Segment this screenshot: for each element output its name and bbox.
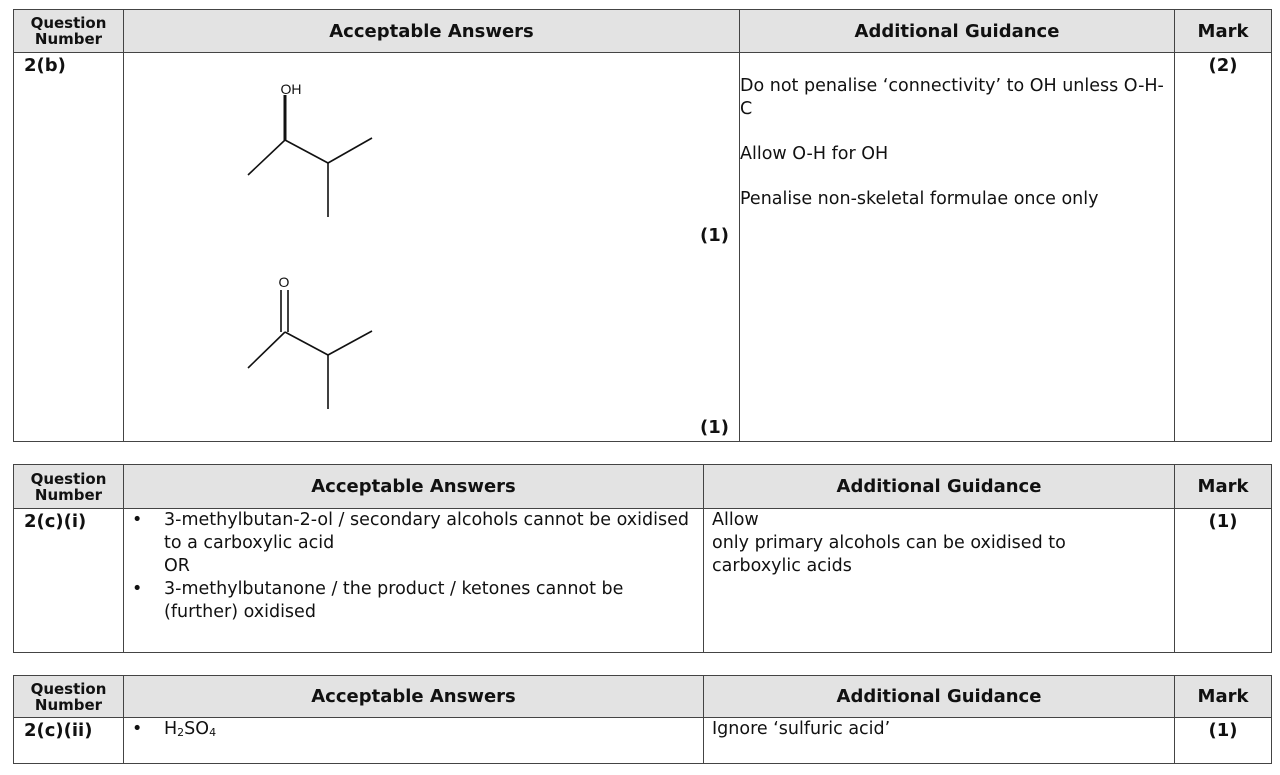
- additional-guidance-cell: [740, 53, 1175, 442]
- answer-or: OR: [164, 556, 190, 576]
- part-mark-1: (1): [700, 225, 729, 246]
- answer-bullet: • 3-methylbutan-2-ol / secondary alcohols cannot be oxidised to a carboxylic acid: [124, 509, 689, 555]
- part-mark-2: (1): [700, 417, 729, 438]
- guidance-line: Ignore ‘sulfuric acid’: [712, 719, 891, 739]
- skeletal-structures: [124, 53, 740, 442]
- mark-value: (2): [1175, 53, 1272, 442]
- answer-formula: • $H_2SO_4$: [124, 718, 703, 741]
- question-number: 2(b): [14, 53, 124, 442]
- guidance-line: only primary alcohols can be oxidised to carboxylic acids: [712, 533, 1066, 576]
- mark-header: Mark: [1175, 465, 1272, 509]
- acceptable-answers-header: Acceptable Answers: [124, 10, 740, 53]
- answer-bullet: • 3-methylbutanone / the product / ketones cannot be (further) oxidised: [124, 578, 689, 624]
- mark-value: (1): [1175, 718, 1272, 764]
- acceptable-answers-header: Acceptable Answers: [124, 676, 704, 718]
- additional-guidance-header: Additional Guidance: [704, 465, 1175, 509]
- mark-value: (1): [1175, 509, 1272, 653]
- acceptable-answers-cell: [124, 509, 704, 653]
- question-number: 2(c)(i): [14, 509, 124, 653]
- acceptable-answers-cell: [124, 53, 740, 442]
- o-label: O: [278, 274, 290, 290]
- guidance-line: Penalise non-skeletal formulae once only: [740, 189, 1099, 209]
- question-number: 2(c)(ii): [14, 718, 124, 764]
- question-number-header: Question Number: [14, 676, 124, 718]
- mark-header: Mark: [1175, 10, 1272, 53]
- mark-scheme-table-2ci: [13, 464, 1272, 653]
- guidance-line: Allow O-H for OH: [740, 144, 889, 164]
- oh-label: OH: [280, 81, 302, 97]
- acceptable-answers-header: Acceptable Answers: [124, 465, 704, 509]
- additional-guidance-cell: [704, 718, 1175, 764]
- mark-header: Mark: [1175, 676, 1272, 718]
- additional-guidance-header: Additional Guidance: [704, 676, 1175, 718]
- mark-scheme-table-2b: [13, 9, 1272, 442]
- question-number-header: Question Number: [14, 465, 124, 509]
- guidance-line: Do not penalise ‘connectivity’ to OH unless O-H-C: [740, 76, 1164, 119]
- acceptable-answers-cell: [124, 718, 704, 764]
- question-number-header: Question Number: [14, 10, 124, 53]
- guidance-line: Allow: [712, 510, 759, 530]
- additional-guidance-header: Additional Guidance: [740, 10, 1175, 53]
- mark-scheme-table-2cii: [13, 675, 1272, 764]
- additional-guidance-cell: [704, 509, 1175, 653]
